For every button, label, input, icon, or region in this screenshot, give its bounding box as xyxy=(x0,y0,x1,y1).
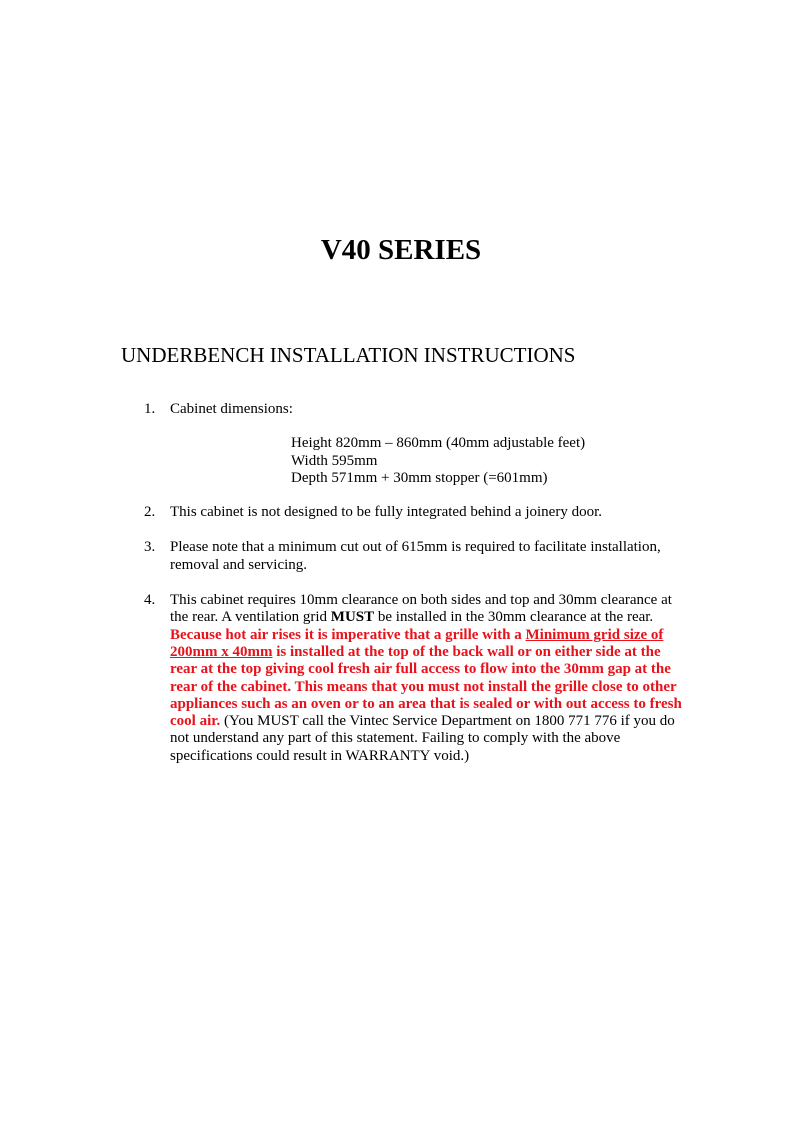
service-note: (You MUST call the Vintec Service Department on 1800 771 776 if you do not understand any part of this statement. Failing to comply with the above specifications could result in WARRANTY void.) xyxy=(170,713,675,764)
item-number: 4. xyxy=(144,592,156,609)
warning-text-continued: is installed at the top of the back wall or on either side at the rear at the top giving cool fresh air full access to flow into the 30mm gap at the rear of the cabinet. This means that you must not install the grille close to other appliances such as an oven or to an area that is sealed or with out access to fresh cool air. xyxy=(170,643,682,730)
dimension-width: Width 595mm xyxy=(291,452,378,469)
list-item-1 xyxy=(144,401,684,487)
instruction-list xyxy=(144,401,684,765)
section-heading: UNDERBENCH INSTALLATION INSTRUCTIONS xyxy=(121,343,576,367)
cabinet-dimensions xyxy=(170,435,684,487)
item-number: 2. xyxy=(144,504,156,521)
list-item-4 xyxy=(144,592,684,765)
dimension-height: Height 820mm – 860mm (40mm adjustable feet) xyxy=(291,435,586,452)
grid-size-warning: Minimum grid size of 200mm x 40mm xyxy=(170,626,664,660)
dimension-depth: Depth 571mm + 30mm stopper (=601mm) xyxy=(291,469,548,486)
list-item-2 xyxy=(144,504,684,521)
document-title: V40 SERIES xyxy=(320,234,482,266)
warning-text: Because hot air rises it is imperative that a grille with a xyxy=(170,626,526,643)
item-text: Cabinet dimensions: xyxy=(170,401,293,417)
ventilation-text: be installed in the 30mm clearance at the rear. xyxy=(374,609,654,626)
item-number: 3. xyxy=(144,539,156,556)
item-number: 1. xyxy=(144,401,156,417)
item-text: This cabinet is not designed to be fully integrated behind a joinery door. xyxy=(170,504,602,521)
list-item-3 xyxy=(144,539,684,574)
item-text: Please note that a minimum cut out of 615mm is required to facilitate installation, removal and servicing. xyxy=(170,539,661,573)
clearance-text: This cabinet requires 10mm clearance on both sides and top and 30mm clearance at the rear. A ventilation grid xyxy=(170,592,672,626)
must-emphasis: MUST xyxy=(330,609,375,626)
item-text xyxy=(170,592,684,765)
